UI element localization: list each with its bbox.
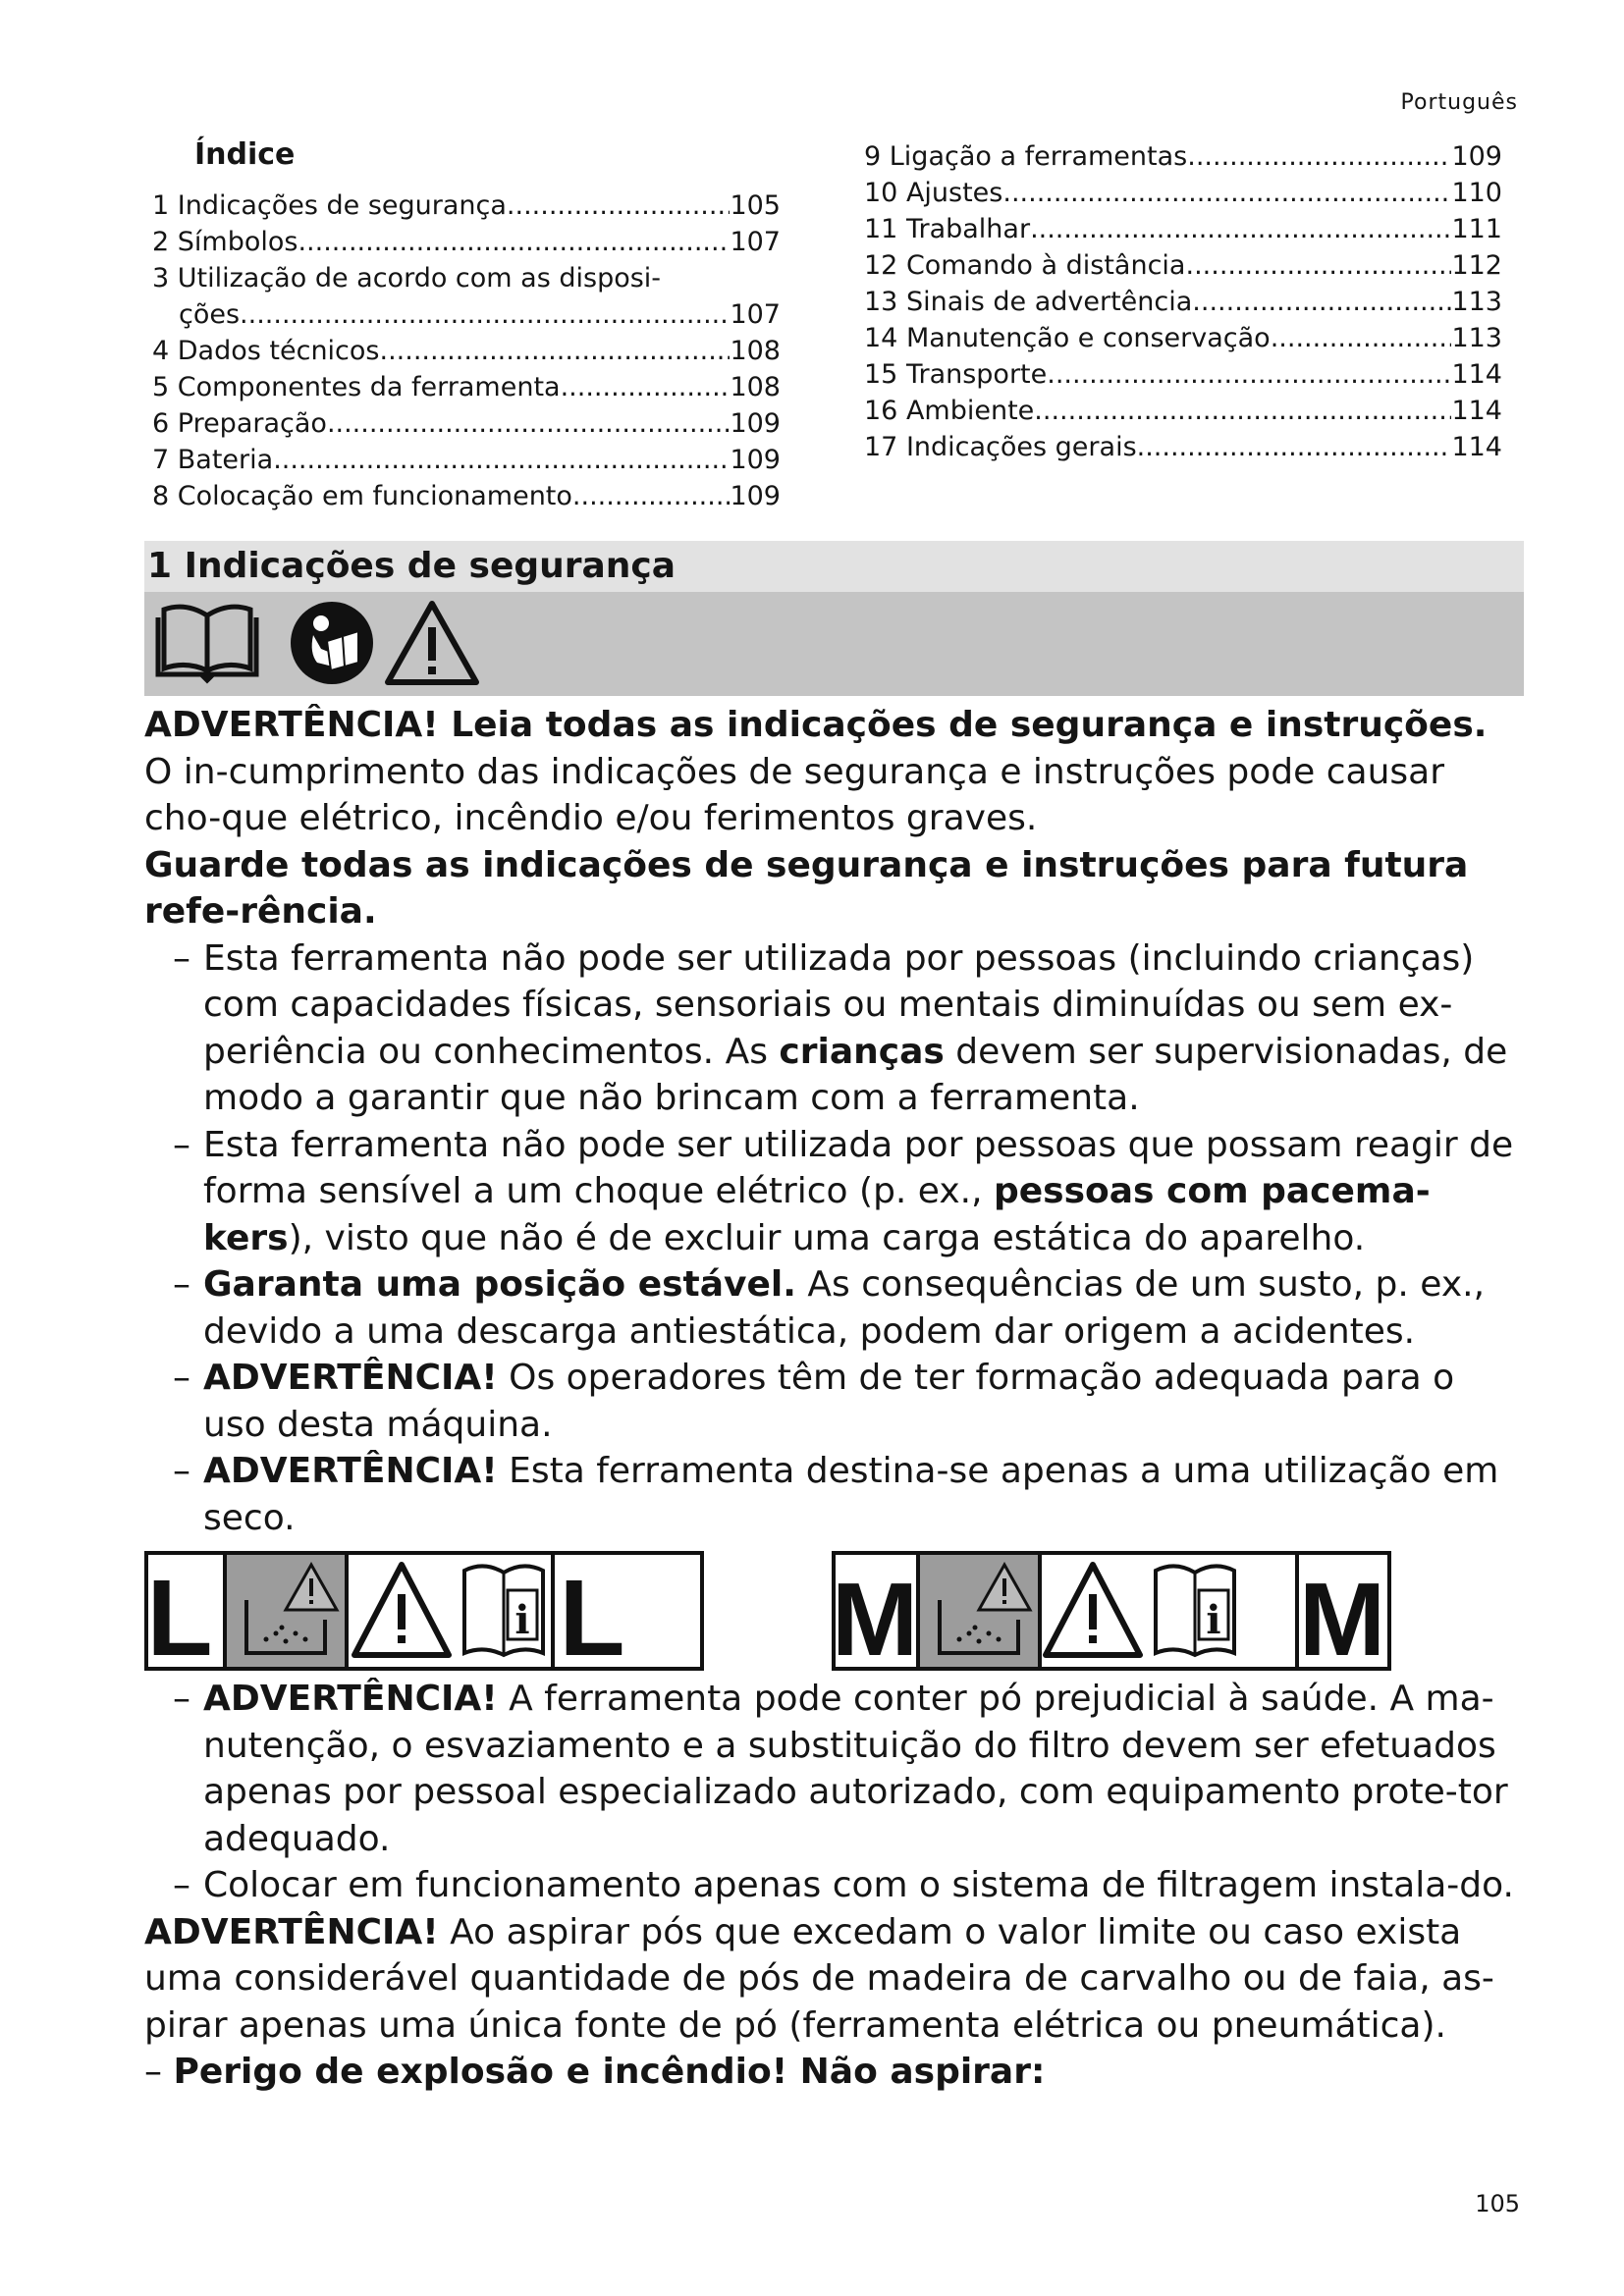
toc-entry: 8 Colocação em funcionamento ..... 109	[152, 478, 781, 514]
toc-entry: 14 Manutenção e conservação ..... 113	[864, 320, 1502, 356]
page-number: 105	[1475, 2190, 1520, 2217]
toc-entry: 11 Trabalhar ..... 111	[864, 211, 1502, 247]
book-icon	[152, 598, 262, 688]
dust-class-l-right: L	[559, 1558, 625, 1671]
dust-class-m-label	[832, 1551, 1391, 1671]
warning-paragraph: ADVERTÊNCIA! Leia todas as indicações de segurança e instruções. O in-cumprimento das indicações de segurança e instruções pode causar cho-que elétrico, incêndio e/ou ferimentos graves.	[144, 705, 1488, 838]
toc-entry: 5 Componentes da ferramenta ..... 108	[152, 369, 781, 405]
list-item: – Colocar em funcionamento apenas com o sistema de filtragem instala-do.	[173, 1865, 1514, 1905]
dust-class-l-left: L	[146, 1558, 213, 1671]
read-manual-icon	[288, 598, 376, 688]
language-label: Português	[1400, 90, 1518, 115]
dust-class-m-left: M	[832, 1562, 919, 1671]
toc-entry: 1 Indicações de segurança ..... 105	[152, 187, 781, 224]
toc-entry: 4 Dados técnicos ..... 108	[152, 333, 781, 369]
toc-entry: 9 Ligação a ferramentas ..... 109	[864, 138, 1502, 175]
toc-entry: 6 Preparação ..... 109	[152, 405, 781, 442]
toc-title: Índice	[194, 137, 296, 172]
list-item: – ADVERTÊNCIA! Esta ferramenta destina-se apenas a uma utilização em seco.	[173, 1451, 1499, 1538]
toc-entry: 13 Sinais de advertência ..... 113	[864, 284, 1502, 320]
toc-right-column	[864, 138, 1502, 465]
dust-class-l-label	[144, 1551, 704, 1671]
list-item: – Esta ferramenta não pode ser utilizada por pessoas que possam reagir de forma sensível a um choque elétrico (p. ex., pessoas com pacema-kers), visto que não é de excluir uma carga estática do aparelho.	[173, 1124, 1514, 1258]
list-item: – Perigo de explosão e incêndio! Não aspirar:	[144, 2052, 1046, 2092]
toc-entry: 10 Ajustes ..... 110	[864, 175, 1502, 211]
toc-entry: 3 Utilização de acordo com as disposi-	[152, 263, 662, 294]
toc-left-column	[152, 187, 781, 514]
warning-triangle-icon	[382, 598, 482, 688]
warning-paragraph: ADVERTÊNCIA! Ao aspirar pós que excedam o valor limite ou caso exista uma considerável quantidade de pós de madeira de carvalho ou de faia, as-pirar apenas uma única fonte de pó (ferramenta elétrica ou pneumática).	[144, 1911, 1494, 2046]
safety-icon-band	[144, 592, 1524, 696]
toc-entry: 12 Comando à distância ..... 112	[864, 247, 1502, 284]
list-item: – Esta ferramenta não pode ser utilizada por pessoas (incluindo crianças) com capacidades físicas, sensoriais ou mentais diminuídas ou sem ex-periência ou conhecimentos. As crianças devem ser supervisionadas, de modo a garantir que não brincam com a ferramenta.	[173, 937, 1508, 1118]
list-item: – ADVERTÊNCIA! Os operadores têm de ter formação adequada para o uso desta máquina.	[173, 1358, 1455, 1445]
safety-body	[144, 702, 1524, 2096]
svg-text:i: i	[1206, 1597, 1221, 1643]
dust-class-m-right: M	[1298, 1562, 1386, 1671]
svg-text:i: i	[514, 1597, 530, 1643]
section-heading: 1 Indicações de segurança	[144, 541, 1524, 592]
toc-entry: 15 Transporte ..... 114	[864, 356, 1502, 393]
toc-entry: 16 Ambiente ..... 114	[864, 393, 1502, 429]
toc-entry-continuation: ções ..... 107	[152, 296, 781, 333]
toc-entry: 2 Símbolos ..... 107	[152, 224, 781, 260]
list-item: – ADVERTÊNCIA! A ferramenta pode conter pó prejudicial à saúde. A ma-nutenção, o esvaziamento e a substituição do filtro devem ser efetuados apenas por pessoal especializado autorizado, com equipamento prote-tor adequado.	[173, 1679, 1508, 1859]
keep-instructions-paragraph: Guarde todas as indicações de segurança e instruções para futura refe-rência.	[144, 844, 1469, 932]
dust-class-labels	[144, 1551, 1524, 1676]
toc-entry: 7 Bateria ..... 109	[152, 442, 781, 478]
list-item: – Garanta uma posição estável. As consequências de um susto, p. ex., devido a uma descarga antiestática, podem dar origem a acidentes.	[173, 1264, 1486, 1352]
toc-entry: 17 Indicações gerais ..... 114	[864, 429, 1502, 465]
